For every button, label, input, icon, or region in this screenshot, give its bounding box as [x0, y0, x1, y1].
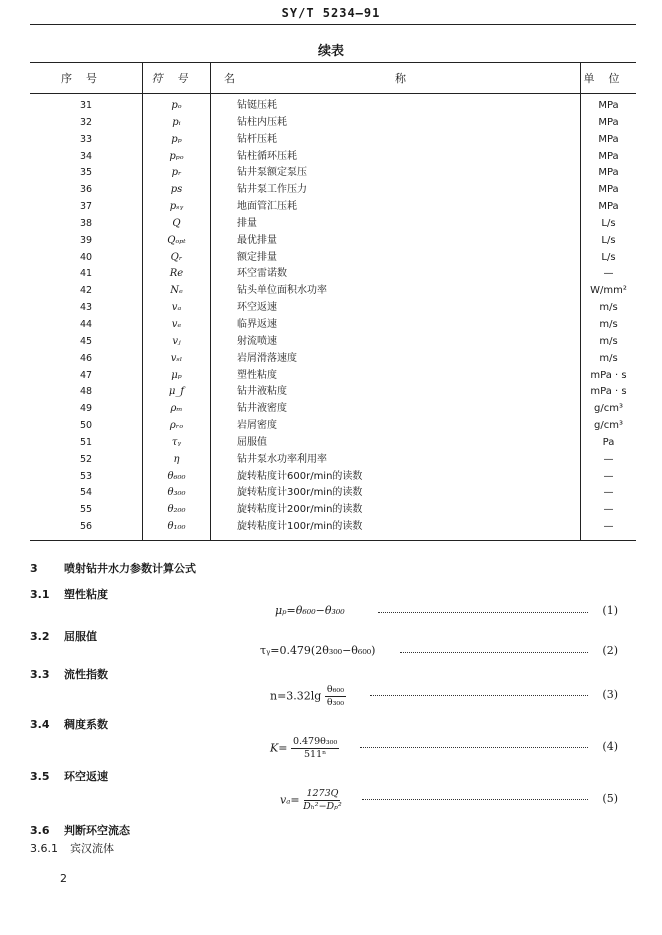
row-unit: L/s	[581, 250, 637, 267]
row-symbol: Nₑ	[143, 283, 211, 300]
equation-number: (1)	[602, 604, 618, 617]
fraction	[325, 684, 346, 709]
table-row	[30, 317, 636, 334]
row-number: 45	[79, 335, 93, 347]
row-number: 35	[79, 167, 93, 179]
row-name: 临界返速	[211, 317, 581, 334]
subsection-title: 宾汉流体	[70, 842, 114, 855]
row-name: 旋转粘度计300r/min的读数	[211, 485, 581, 502]
row-name: 环空雷诺数	[211, 266, 581, 283]
subsection-number: 3.5	[30, 770, 50, 783]
row-name: 钻井泵工作压力	[211, 182, 581, 199]
row-unit: L/s	[581, 233, 637, 250]
subsection-title: 稠度系数	[64, 718, 108, 731]
subsection-number: 3.6	[30, 824, 50, 837]
formula-prefix: n=3.32lg	[270, 689, 322, 703]
equation-number: (2)	[602, 644, 618, 657]
table-row	[30, 283, 636, 300]
formula-expression: τᵧ=0.479(2θ₃₀₀−θ₆₀₀)	[260, 644, 376, 657]
row-symbol: vₑ	[143, 317, 211, 334]
row-unit: m/s	[581, 300, 637, 317]
row-name: 钻井泵额定泵压	[211, 165, 581, 182]
row-name: 射流喷速	[211, 334, 581, 351]
col-header-name	[211, 63, 581, 94]
equation-number: (3)	[602, 688, 618, 701]
equation-number: (4)	[602, 740, 618, 753]
denominator: Dₕ²−Dₚ²	[303, 801, 342, 812]
row-unit: m/s	[581, 351, 637, 368]
row-symbol: vₛₗ	[143, 351, 211, 368]
row-unit: m/s	[581, 317, 637, 334]
row-name: 旋转粘度计600r/min的读数	[211, 469, 581, 486]
row-name: 钻柱内压耗	[211, 115, 581, 132]
table-row	[30, 132, 636, 149]
row-name: 旋转粘度计100r/min的读数	[211, 519, 581, 540]
table-row	[30, 149, 636, 166]
table-row	[30, 452, 636, 469]
row-unit: —	[581, 266, 637, 283]
row-symbol: pᵢ	[143, 115, 211, 132]
row-unit: —	[581, 452, 637, 469]
row-name: 钻井泵水功率利用率	[211, 452, 581, 469]
subsection-number: 3.3	[30, 668, 50, 681]
row-number: 55	[79, 504, 93, 516]
col-header-unit: 单位	[581, 63, 637, 94]
leader-dots	[400, 652, 588, 653]
subsection-number: 3.2	[30, 630, 50, 643]
subsection-title: 环空返速	[64, 770, 108, 783]
row-name: 环空返速	[211, 300, 581, 317]
row-number: 48	[79, 386, 93, 398]
row-number: 37	[79, 201, 93, 213]
table-row	[30, 435, 636, 452]
row-name: 最优排量	[211, 233, 581, 250]
table-row	[30, 115, 636, 132]
subsection-3-4	[30, 716, 108, 732]
row-name: 钻头单位面积水功率	[211, 283, 581, 300]
document-header: SY/T 5234—91	[281, 6, 381, 20]
row-unit: m/s	[581, 334, 637, 351]
row-number: 41	[79, 268, 93, 280]
table-row	[30, 469, 636, 486]
formula-expression: μₚ=θ₆₀₀−θ₃₀₀	[275, 604, 345, 617]
row-symbol: ps	[143, 182, 211, 199]
row-symbol: θ₁₀₀	[143, 519, 211, 540]
subsection-title: 判断环空流态	[64, 824, 130, 837]
row-number: 33	[79, 133, 93, 145]
table-header-row	[30, 63, 636, 94]
section-number: 3	[30, 562, 38, 575]
subsection-3-6	[30, 822, 130, 838]
table-row	[30, 401, 636, 418]
formula-prefix: vₐ=	[280, 793, 300, 807]
row-unit: MPa	[581, 182, 637, 199]
row-symbol: η	[143, 452, 211, 469]
row-symbol: μₚ	[143, 368, 211, 385]
equation-number: (5)	[602, 792, 618, 805]
row-symbol: Q	[143, 216, 211, 233]
row-symbol: vₐ	[143, 300, 211, 317]
row-symbol: pₚ	[143, 132, 211, 149]
row-name: 钻井液密度	[211, 401, 581, 418]
row-unit: g/cm³	[581, 418, 637, 435]
row-symbol: pₚₒ	[143, 149, 211, 166]
table-row	[30, 485, 636, 502]
row-unit: —	[581, 485, 637, 502]
row-unit: —	[581, 469, 637, 486]
subsection-title: 屈服值	[64, 630, 97, 643]
row-symbol: Qₒₚₜ	[143, 233, 211, 250]
row-number: 36	[79, 184, 93, 196]
row-name: 排量	[211, 216, 581, 233]
section-title: 喷射钻井水力参数计算公式	[64, 562, 196, 575]
row-number: 52	[79, 453, 93, 465]
table-row	[30, 300, 636, 317]
denominator: 511ⁿ	[303, 749, 327, 760]
header-rule	[30, 24, 636, 25]
row-name: 屈服值	[211, 435, 581, 452]
formula-expression	[280, 788, 342, 813]
table-row	[30, 94, 636, 115]
row-unit: mPa · s	[581, 384, 637, 401]
row-unit: g/cm³	[581, 401, 637, 418]
leader-dots	[378, 612, 588, 613]
row-name: 岩屑密度	[211, 418, 581, 435]
table-row	[30, 502, 636, 519]
row-name: 地面管汇压耗	[211, 199, 581, 216]
row-number: 53	[79, 470, 93, 482]
row-number: 43	[79, 302, 93, 314]
row-name: 钻柱循环压耗	[211, 149, 581, 166]
formula-prefix: K=	[270, 741, 288, 755]
subsection-3-6-1	[30, 840, 114, 856]
row-number: 49	[79, 403, 93, 415]
row-name: 塑性粘度	[211, 368, 581, 385]
table-row	[30, 250, 636, 267]
row-number: 54	[79, 487, 93, 499]
row-name: 岩屑滑落速度	[211, 351, 581, 368]
row-unit: Pa	[581, 435, 637, 452]
col-header-no: 序号	[30, 63, 143, 94]
row-number: 44	[79, 318, 93, 330]
table-row	[30, 199, 636, 216]
table-row	[30, 165, 636, 182]
numerator: θ₆₀₀	[326, 684, 345, 695]
subsection-number: 3.4	[30, 718, 50, 731]
row-symbol: ρₘ	[143, 401, 211, 418]
table-row	[30, 334, 636, 351]
row-unit: W/mm²	[581, 283, 637, 300]
row-symbol: θ₂₀₀	[143, 502, 211, 519]
row-symbol: pₒ	[143, 94, 211, 115]
col-header-symbol: 符号	[143, 63, 211, 94]
row-symbol: θ₃₀₀	[143, 485, 211, 502]
row-symbol: Re	[143, 266, 211, 283]
col-header-name-text: 名称	[224, 72, 566, 85]
table-row	[30, 418, 636, 435]
row-unit: MPa	[581, 199, 637, 216]
row-unit: mPa · s	[581, 368, 637, 385]
subsection-number: 3.1	[30, 588, 50, 601]
page-number: 2	[60, 872, 67, 885]
table-row	[30, 368, 636, 385]
formula-expression	[270, 684, 346, 709]
row-number: 46	[79, 352, 93, 364]
row-symbol: vⱼ	[143, 334, 211, 351]
leader-dots	[362, 799, 588, 800]
row-name: 钻铤压耗	[211, 94, 581, 115]
row-number: 31	[79, 100, 93, 111]
table-row	[30, 519, 636, 540]
row-number: 51	[79, 436, 93, 448]
row-number: 32	[79, 116, 93, 128]
row-symbol: pᵣ	[143, 165, 211, 182]
subsection-3-3	[30, 666, 108, 682]
subsection-title: 流性指数	[64, 668, 108, 681]
formula-expression	[270, 736, 339, 761]
leader-dots	[360, 747, 588, 748]
table-row	[30, 351, 636, 368]
row-unit: MPa	[581, 94, 637, 115]
row-number: 34	[79, 150, 93, 162]
row-number: 47	[79, 369, 93, 381]
fraction	[291, 736, 339, 761]
row-name: 旋转粘度计200r/min的读数	[211, 502, 581, 519]
row-number: 42	[79, 285, 93, 297]
leader-dots	[370, 695, 588, 696]
row-unit: MPa	[581, 149, 637, 166]
subsection-3-1	[30, 586, 108, 602]
table-row	[30, 266, 636, 283]
table-row	[30, 233, 636, 250]
row-symbol: μ_f	[143, 384, 211, 401]
row-unit: L/s	[581, 216, 637, 233]
denominator: θ₃₀₀	[326, 697, 345, 708]
table-row	[30, 216, 636, 233]
row-number: 40	[79, 251, 93, 263]
table-row	[30, 384, 636, 401]
subsection-number: 3.6.1	[30, 842, 58, 855]
table-caption: 续表	[317, 44, 344, 59]
row-name: 额定排量	[211, 250, 581, 267]
subsection-3-2	[30, 628, 97, 644]
symbol-table	[30, 62, 636, 541]
row-symbol: τᵧ	[143, 435, 211, 452]
row-name: 钻井液粘度	[211, 384, 581, 401]
fraction	[303, 788, 342, 813]
row-number: 38	[79, 217, 93, 229]
row-unit: MPa	[581, 115, 637, 132]
row-symbol: ρᵣₒ	[143, 418, 211, 435]
row-number: 39	[79, 234, 93, 246]
table-row	[30, 182, 636, 199]
row-number: 56	[30, 519, 143, 540]
row-unit: MPa	[581, 165, 637, 182]
section-3-heading	[30, 560, 196, 576]
numerator: 1273Q	[306, 788, 339, 799]
row-symbol: pₛᵧ	[143, 199, 211, 216]
subsection-3-5	[30, 768, 108, 784]
row-symbol: θ₆₀₀	[143, 469, 211, 486]
row-unit: MPa	[581, 132, 637, 149]
numerator: 0.479θ₃₀₀	[292, 736, 338, 747]
subsection-title: 塑性粘度	[64, 588, 108, 601]
row-symbol: Qᵣ	[143, 250, 211, 267]
row-unit: —	[581, 519, 637, 540]
row-name: 钻杆压耗	[211, 132, 581, 149]
row-unit: —	[581, 502, 637, 519]
row-number: 50	[79, 420, 93, 432]
